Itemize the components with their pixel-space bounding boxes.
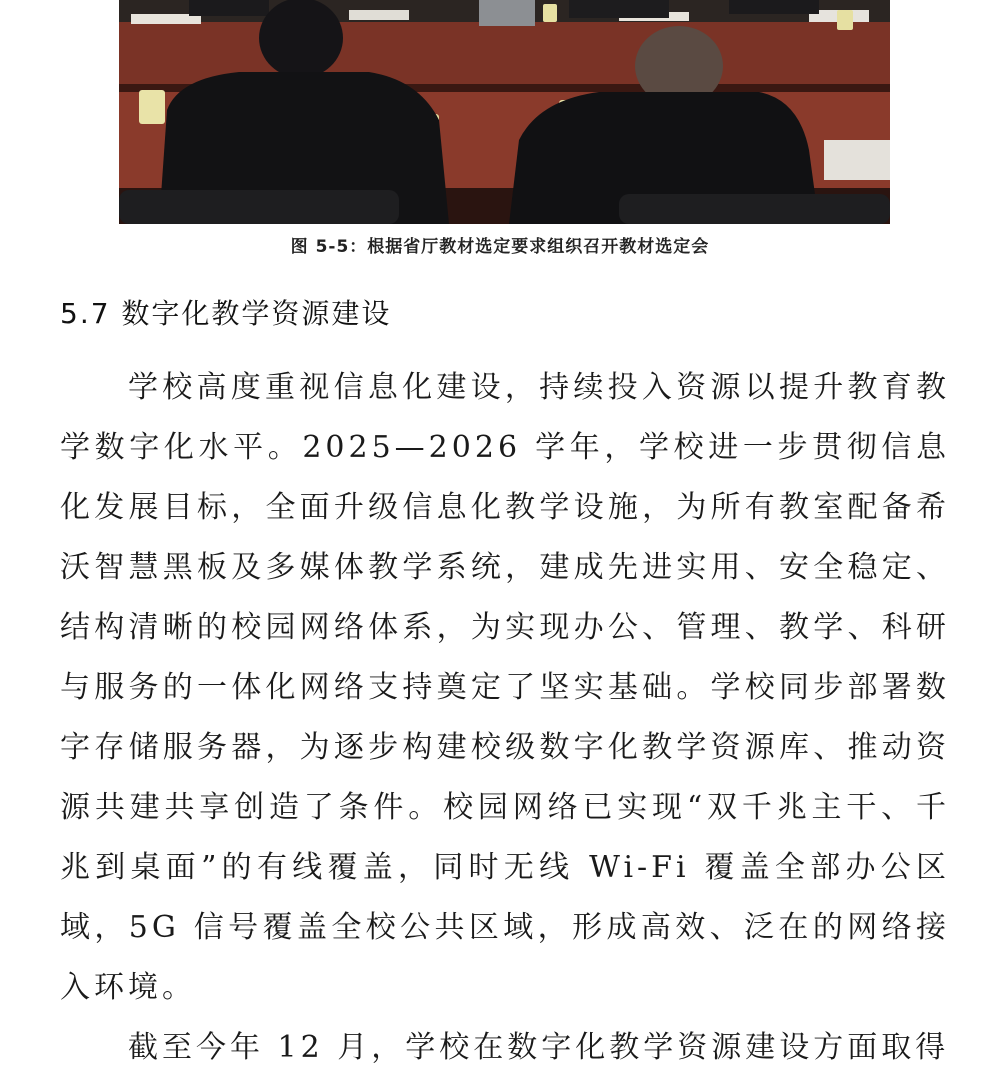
paragraph: 学校高度重视信息化建设，持续投入资源以提升教育教学数字化水平。2025—2026 学年，学校进一步贯彻信息化发展目标，全面升级信息化教学设施，为所有教室配备希沃智慧黑板及多媒体教学系统，建成先进实用、安全稳定、结构清晰的校园网络体系，为实现办公、管理、教学、科研与服务的一体化网络支持奠定了坚实基础。学校同步部署数字存储服务器，为逐步构建校级数字化教学资源库、推动资源共建共享创造了条件。校园网络已实现“双千兆主干、千兆到桌面”的有线覆盖，同时无线 Wi-Fi 覆盖全部办公区域，5G 信号覆盖全校公共区域，形成高效、泛在的网络接入环境。 [60,370,950,1005]
figure-caption: 图 5-5：根据省厅教材选定要求组织召开教材选定会 [290,237,710,257]
meeting-photo [119,0,890,224]
section-heading: 5.7 数字化教学资源建设 [60,297,392,330]
paragraph: 截至今年 12 月，学校在数字化教学资源建设方面取得 [128,1030,950,1065]
section-body [60,358,950,1078]
